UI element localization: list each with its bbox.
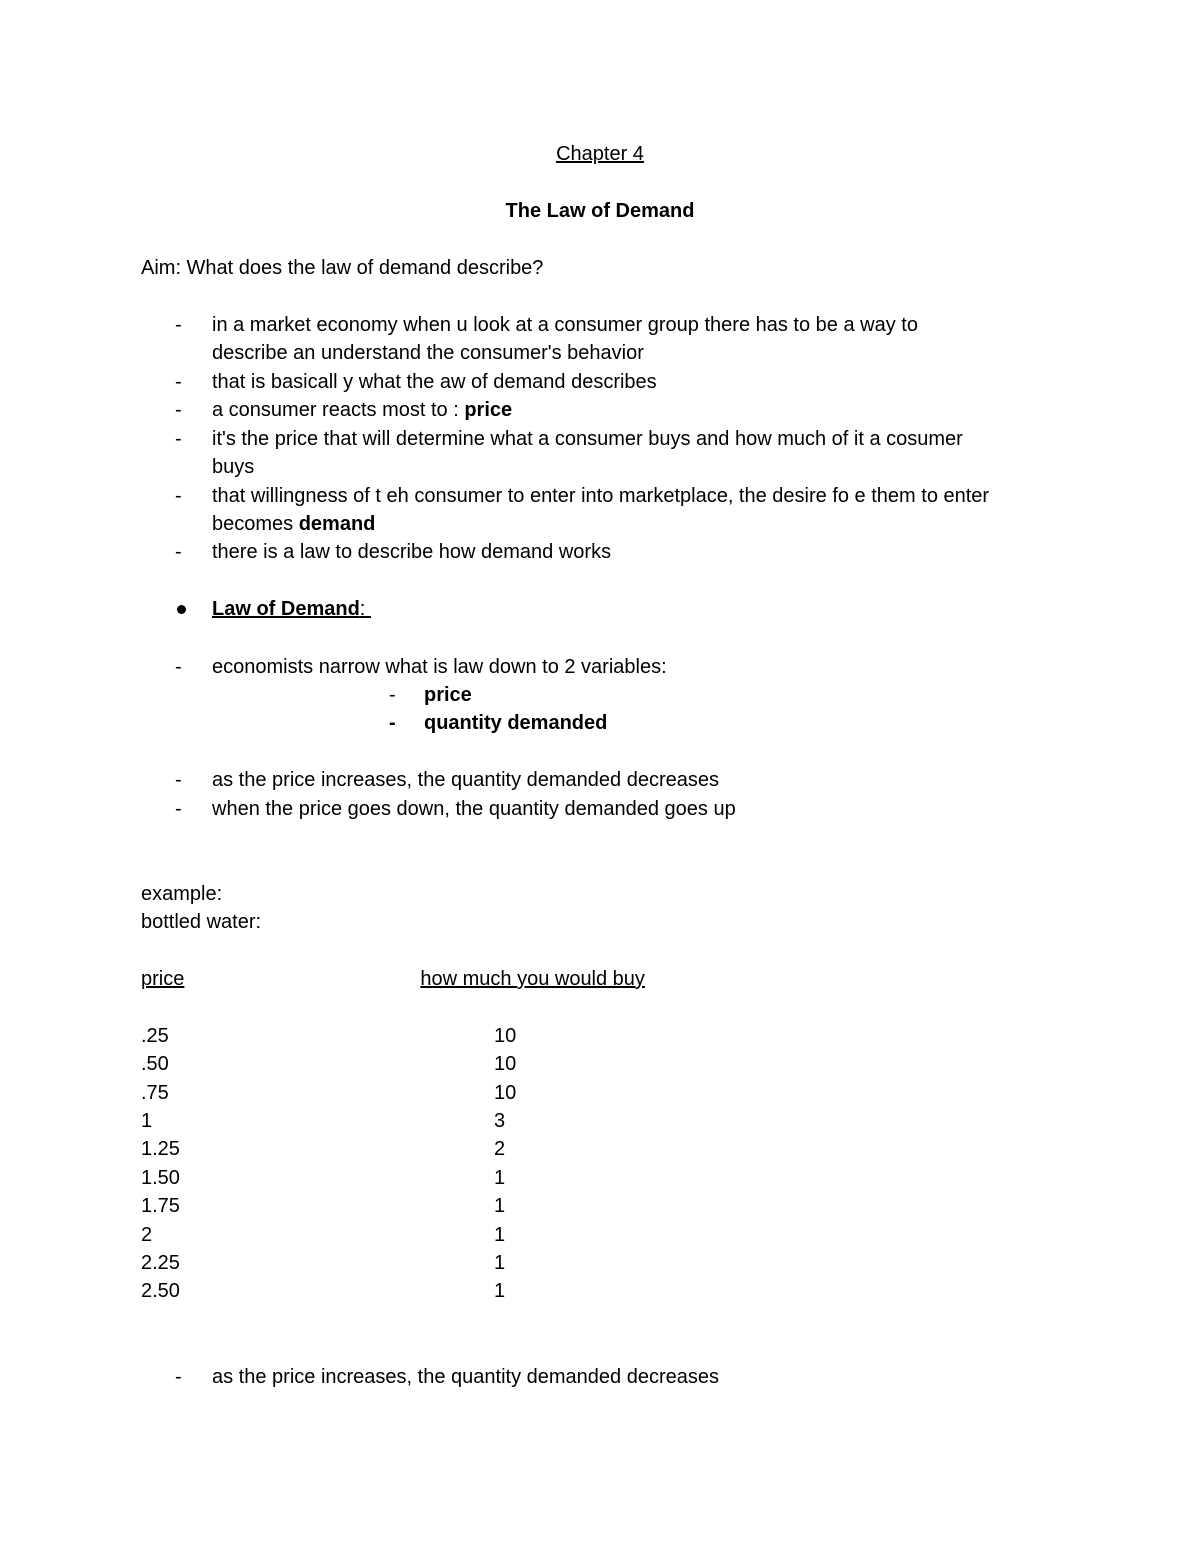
- dash-marker: -: [175, 428, 182, 450]
- dash-marker: -: [389, 684, 396, 706]
- list-item-text: when the price goes down, the quantity demanded goes up: [212, 798, 736, 820]
- table-header-quantity: how much you would buy: [420, 968, 645, 990]
- law-heading-bold: Law of Demand: [212, 598, 360, 620]
- list-item: [0, 655, 1200, 683]
- table-cell-price: 1.25: [141, 1138, 180, 1160]
- table-cell-quantity: 2: [494, 1138, 506, 1160]
- dash-marker: -: [175, 656, 182, 678]
- table-cell-price: .75: [141, 1082, 169, 1104]
- table-cell-price: 2: [141, 1224, 153, 1246]
- list-item-continuation: [0, 512, 1200, 540]
- dash-marker: -: [389, 712, 396, 734]
- table-cell-quantity: 1: [494, 1224, 506, 1246]
- table-row: [0, 1251, 1200, 1279]
- table-row: [0, 1081, 1200, 1109]
- list-item-text: buys: [212, 456, 255, 478]
- dash-marker: -: [175, 798, 182, 820]
- table-cell-price: 2.25: [141, 1252, 180, 1274]
- list-item: [0, 484, 1200, 512]
- list-item-text: as the price increases, the quantity demanded decreases: [212, 1366, 719, 1388]
- table-row: [0, 1109, 1200, 1137]
- dash-marker: -: [175, 769, 182, 791]
- example-item: bottled water:: [141, 911, 262, 933]
- table-cell-price: 1.75: [141, 1195, 180, 1217]
- list-item-text: [212, 512, 375, 536]
- document-title: The Law of Demand: [505, 200, 695, 222]
- list-item: [0, 768, 1200, 796]
- list-item-text-plain: becomes: [212, 513, 299, 535]
- list-item: [0, 1365, 1200, 1393]
- list-item-text: as the price increases, the quantity demanded decreases: [212, 769, 719, 791]
- list-item: [0, 370, 1200, 398]
- list-item-text-bold: demand: [298, 513, 376, 535]
- list-item-text: economists narrow what is law down to 2 variables:: [212, 656, 667, 678]
- dash-marker: -: [175, 541, 182, 563]
- list-item-text: in a market economy when u look at a consumer group there has to be a way to: [212, 314, 918, 336]
- table-cell-price: 1: [141, 1110, 153, 1132]
- variable-item: [0, 711, 1200, 739]
- law-heading-colon: :: [359, 598, 366, 620]
- table-cell-price: 1.50: [141, 1167, 180, 1189]
- list-item: [0, 398, 1200, 426]
- variable-text: price: [424, 684, 472, 706]
- list-item-text-bold: price: [464, 399, 513, 421]
- table-row: [0, 1052, 1200, 1080]
- table-cell-quantity: 3: [494, 1110, 506, 1132]
- table-cell-quantity: 1: [494, 1195, 506, 1217]
- list-item-text: [212, 398, 512, 422]
- table-cell-quantity: 1: [494, 1280, 506, 1302]
- table-row: [0, 1166, 1200, 1194]
- dash-marker: -: [175, 485, 182, 507]
- chapter-heading: Chapter 4: [556, 143, 644, 165]
- table-cell-quantity: 10: [494, 1053, 517, 1075]
- list-item: [0, 540, 1200, 568]
- list-item-text: that is basicall y what the aw of demand describes: [212, 371, 657, 393]
- list-item: [0, 797, 1200, 825]
- dash-marker: -: [175, 314, 182, 336]
- dash-marker: -: [175, 1366, 182, 1388]
- table-row: [0, 1137, 1200, 1165]
- list-item-text: describe an understand the consumer's behavior: [212, 342, 644, 364]
- list-item-text: there is a law to describe how demand works: [212, 541, 612, 563]
- list-item: [0, 427, 1200, 455]
- table-cell-quantity: 1: [494, 1252, 506, 1274]
- table-header: [141, 967, 645, 991]
- table-row: [0, 1279, 1200, 1307]
- table-cell-price: .25: [141, 1025, 169, 1047]
- list-item-continuation: [0, 341, 1200, 369]
- table-cell-quantity: 10: [494, 1082, 517, 1104]
- aim-text: Aim: What does the law of demand describe?: [141, 257, 544, 279]
- bullet-dot-icon: [177, 605, 186, 614]
- variable-text: quantity demanded: [424, 712, 608, 734]
- table-row: [0, 1194, 1200, 1222]
- table-cell-quantity: 1: [494, 1167, 506, 1189]
- table-row: [0, 1024, 1200, 1052]
- list-item-text: it's the price that will determine what a consumer buys and how much of it a cosumer: [212, 428, 963, 450]
- table-header-price: price: [141, 968, 185, 990]
- example-label: example:: [141, 883, 223, 905]
- table-cell-price: .50: [141, 1053, 169, 1075]
- table-cell-price: 2.50: [141, 1280, 180, 1302]
- list-item-text-plain: a consumer reacts most to :: [212, 399, 465, 421]
- list-item: [0, 313, 1200, 341]
- table-cell-quantity: 10: [494, 1025, 517, 1047]
- list-item-text: that willingness of t eh consumer to enter into marketplace, the desire fo e them to enter: [212, 485, 990, 507]
- dash-marker: -: [175, 399, 182, 421]
- list-item-continuation: [0, 455, 1200, 483]
- variable-item: [0, 683, 1200, 711]
- law-heading: [212, 597, 371, 621]
- table-row: [0, 1223, 1200, 1251]
- dash-marker: -: [175, 371, 182, 393]
- law-heading-item: [0, 597, 1200, 625]
